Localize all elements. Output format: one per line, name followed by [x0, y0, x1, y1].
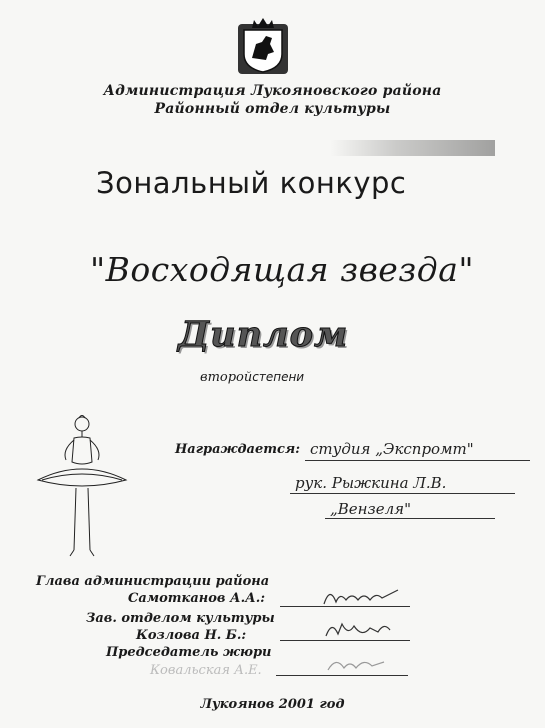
- contest-name: Зональный конкурс: [96, 166, 407, 200]
- underline-2: [290, 493, 515, 494]
- underline-1: [305, 460, 530, 461]
- head-of-administration-name: Самотканов А.А.:: [128, 591, 266, 606]
- degree-handwritten: второй: [200, 370, 253, 385]
- scan-shadow: [330, 140, 495, 156]
- signatures-handwritten: [318, 582, 408, 682]
- degree-line: [200, 370, 304, 385]
- culture-department-head-title: Зав. отделом культуры: [86, 611, 275, 626]
- contest-title: "Восходящая звезда": [90, 250, 475, 289]
- awarded-line-1: студия „Экспромт": [310, 440, 474, 458]
- awarded-line-2: рук. Рыжкина Л.В.: [295, 474, 447, 492]
- head-of-administration-title: Глава администрации района: [36, 574, 270, 589]
- culture-department-head-name: Козлова Н. Б.:: [136, 628, 247, 643]
- degree-printed: степени: [252, 370, 305, 384]
- diploma-heading: Диплом: [178, 314, 349, 355]
- ballerina-illustration: [32, 410, 132, 560]
- header-administration: Администрация Лукояновского района: [103, 83, 442, 99]
- awarded-line-3: „Вензеля": [330, 500, 411, 518]
- awarded-label: Награждается:: [175, 442, 301, 457]
- footer-place-year: Лукоянов 2001 год: [200, 697, 345, 712]
- jury-chairman-title: Председатель жюри: [106, 645, 272, 660]
- header-culture-department: Районный отдел культуры: [154, 101, 391, 117]
- jury-chairman-name: Ковальская А.Е.: [150, 663, 262, 678]
- underline-3: [325, 518, 495, 519]
- coat-of-arms-icon: [232, 14, 294, 76]
